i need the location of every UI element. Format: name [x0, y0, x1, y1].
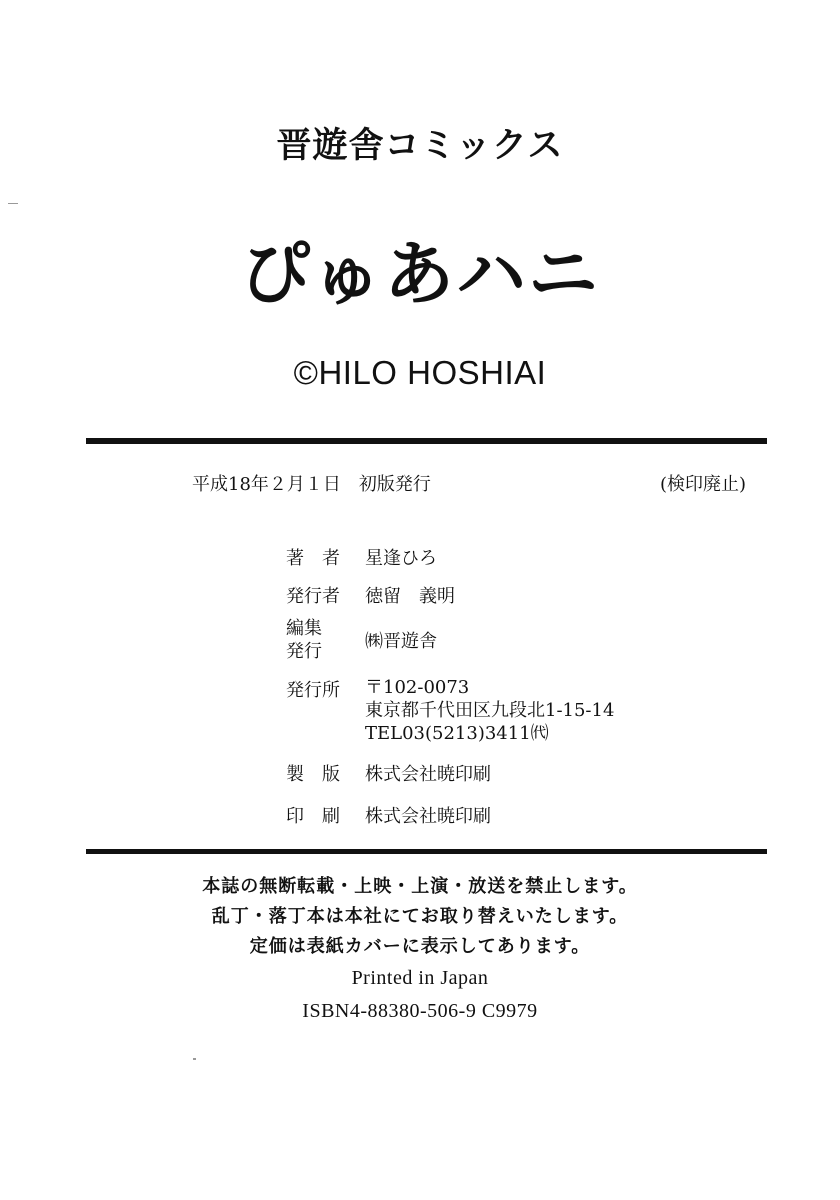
author-name: 星逢ひろ — [365, 548, 437, 569]
scan-speck — [193, 1058, 196, 1060]
imprint-name: 晋遊舎コミックス — [276, 126, 564, 166]
office-address: 東京都千代田区九段北1-15-14 — [365, 700, 615, 721]
editing-label-line-2: 発行 — [286, 641, 322, 662]
publisher-person: 徳留 義明 — [365, 586, 455, 607]
print-company: 株式会社暁印刷 — [365, 806, 491, 827]
isbn-code: ISBN4-88380-506-9 C9979 — [302, 1000, 538, 1022]
top-rule — [86, 438, 767, 444]
printed-in: Printed in Japan — [351, 967, 489, 989]
inspection-note: (検印廃止) — [660, 474, 747, 495]
copyright-line: ©HILO HOSHIAI — [293, 354, 547, 391]
plate-company: 株式会社暁印刷 — [365, 764, 491, 785]
bottom-rule — [86, 849, 767, 854]
editing-company: ㈱晋遊舎 — [365, 631, 437, 652]
office-details — [365, 676, 614, 745]
editing-label — [286, 617, 322, 663]
office-tel: TEL03(5213)3411㈹ — [365, 723, 549, 744]
scan-mark — [8, 203, 18, 204]
print-label: 印 刷 — [286, 806, 340, 827]
notice-line-3: 定価は表紙カバーに表示してあります。 — [249, 936, 591, 957]
office-postal: 〒102-0073 — [365, 677, 470, 698]
edition-date: 平成18年２月１日 初版発行 — [192, 474, 431, 495]
book-title: ぴゅあハニ — [240, 233, 600, 315]
notice-line-2: 乱丁・落丁本は本社にてお取り替えいたします。 — [211, 906, 629, 927]
editing-label-line-1: 編集 — [286, 618, 322, 639]
office-label: 発行所 — [286, 680, 340, 701]
publisher-person-label: 発行者 — [286, 586, 340, 607]
author-label: 著 者 — [286, 548, 340, 569]
notice-line-1: 本誌の無断転載・上映・上演・放送を禁止します。 — [202, 876, 638, 897]
plate-label: 製 版 — [286, 764, 340, 785]
